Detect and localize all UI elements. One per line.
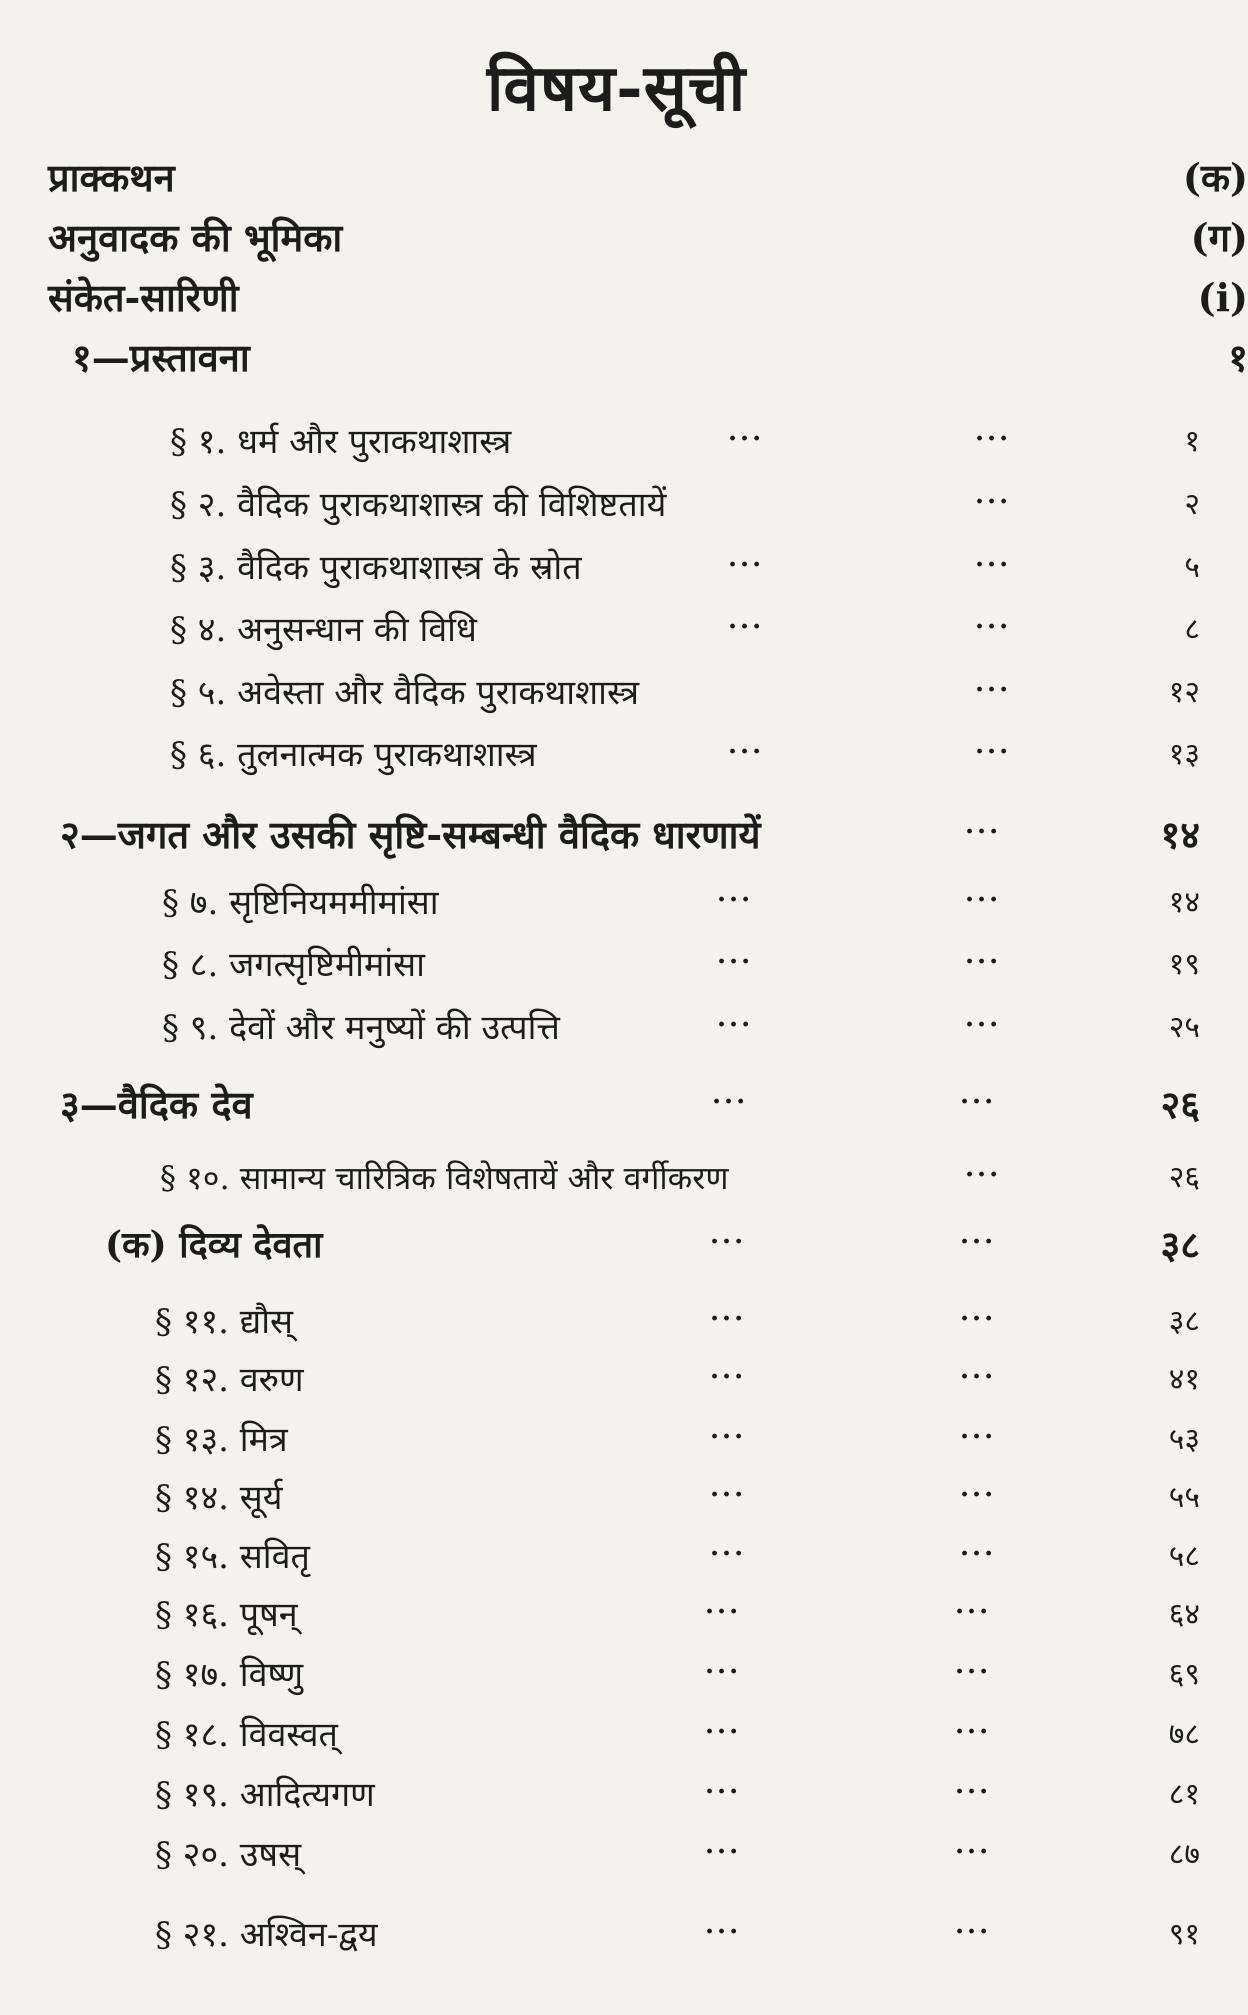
leader-dots: ... <box>705 1830 742 1860</box>
toc-chapter <box>72 328 1248 388</box>
leader-dots: ... <box>712 1080 749 1110</box>
toc-entry-page: (ग) <box>1190 215 1248 260</box>
toc-entry-page: ३८ <box>1160 1222 1200 1267</box>
leader-dots: ... <box>965 1003 1002 1033</box>
leader-dots: ... <box>710 1297 747 1327</box>
leader-dots: ... <box>975 543 1012 573</box>
toc-entry-label: § ९. देवों और मनुष्यों की उत्पत्ति <box>162 1008 560 1048</box>
toc-entry-page: २६ <box>1160 1082 1200 1127</box>
toc-entry-label: § १३. मित्र <box>155 1420 288 1460</box>
leader-dots: ... <box>975 417 1012 447</box>
toc-entry-label: § १७. विष्णु <box>155 1655 304 1695</box>
toc-entry <box>155 1350 1210 1410</box>
toc-entry <box>155 1645 1210 1705</box>
toc-entry-page: ५३ <box>1168 1422 1200 1457</box>
toc-entry <box>170 600 1210 660</box>
toc-entry-label: § ७. सृष्टिनियममीमांसा <box>162 883 439 923</box>
leader-dots: ... <box>965 940 1002 970</box>
leader-dots: ... <box>965 878 1002 908</box>
toc-entry-page: २ <box>1184 487 1200 522</box>
toc-entry-label: § ११. द्यौस् <box>155 1302 293 1342</box>
toc-entry-page: ५५ <box>1168 1480 1200 1515</box>
toc-entry-label: § १४. सूर्य <box>155 1478 283 1518</box>
toc-entry-label: २—जगत और उसकी सृष्टि-सम्बन्धी वैदिक धारणायें <box>60 812 761 857</box>
leader-dots: ... <box>965 1153 1002 1183</box>
toc-entry <box>162 873 1210 933</box>
leader-dots: ... <box>705 1710 742 1740</box>
leader-dots: ... <box>705 1650 742 1680</box>
toc-entry-label: § २०. उषस् <box>155 1835 302 1875</box>
toc-entry-page: २५ <box>1168 1010 1200 1045</box>
leader-dots: ... <box>728 605 765 635</box>
toc-entry-label: § १. धर्म और पुराकथाशास्त्र <box>170 422 512 462</box>
toc-entry-label: § २१. अश्विन-द्वय <box>155 1915 378 1955</box>
toc-chapter <box>60 1075 1210 1135</box>
leader-dots: ... <box>710 1532 747 1562</box>
toc-entry-page: ५८ <box>1168 1539 1200 1574</box>
leader-dots: ... <box>717 1003 754 1033</box>
toc-entry <box>162 998 1210 1058</box>
toc-entry-label: § ८. जगत्सृष्टिमीमांसा <box>162 945 425 985</box>
toc-entry <box>170 475 1210 535</box>
leader-dots: ... <box>960 1297 997 1327</box>
toc-entry <box>155 1527 1210 1587</box>
toc-entry <box>48 208 1248 268</box>
toc-entry-page: ५ <box>1184 550 1200 585</box>
toc-entry-page: १९ <box>1168 947 1200 982</box>
toc-entry <box>155 1765 1210 1825</box>
leader-dots: ... <box>960 1355 997 1385</box>
toc-entry-page: ८ <box>1184 612 1200 647</box>
toc-entry <box>170 538 1210 598</box>
leader-dots: ... <box>728 543 765 573</box>
toc-entry-page: १ <box>1184 424 1200 459</box>
leader-dots: ... <box>705 1590 742 1620</box>
toc-entry-page: १४ <box>1168 885 1200 920</box>
toc-entry <box>160 1148 1210 1208</box>
toc-entry-page: १२ <box>1168 675 1200 710</box>
toc-entry-page: ८७ <box>1168 1837 1200 1872</box>
leader-dots: ... <box>955 1590 992 1620</box>
toc-entry <box>155 1705 1210 1765</box>
toc-entry-label: १—प्रस्तावना <box>72 335 250 380</box>
toc-entry <box>155 1468 1210 1528</box>
toc-entry-page: २६ <box>1168 1160 1200 1195</box>
toc-entry-label: § ३. वैदिक पुराकथाशास्त्र के स्रोत <box>170 548 582 588</box>
toc-entry-label: § ५. अवेस्ता और वैदिक पुराकथाशास्त्र <box>170 673 639 713</box>
toc-entry-page: ३८ <box>1168 1304 1200 1339</box>
leader-dots: ... <box>960 1415 997 1445</box>
leader-dots: ... <box>710 1473 747 1503</box>
toc-entry-page: ४१ <box>1168 1362 1200 1397</box>
toc-entry <box>170 725 1210 785</box>
toc-entry-page: (क) <box>1182 155 1248 200</box>
leader-dots: ... <box>728 417 765 447</box>
leader-dots: ... <box>717 940 754 970</box>
toc-entry-label: ३—वैदिक देव <box>60 1082 253 1127</box>
toc-entry-page: १३ <box>1168 737 1200 772</box>
toc-entry-page: ९१ <box>1168 1917 1200 1952</box>
toc-entry-page: (i) <box>1197 275 1248 320</box>
toc-entry-page: ६४ <box>1168 1597 1200 1632</box>
leader-dots: ... <box>965 810 1002 840</box>
leader-dots: ... <box>955 1710 992 1740</box>
toc-entry-label: § १६. पूषन् <box>155 1595 298 1635</box>
toc-entry <box>155 1410 1210 1470</box>
leader-dots: ... <box>710 1220 747 1250</box>
toc-entry-label: § १०. सामान्य चारित्रिक विशेषतायें और वर्गीकरण <box>160 1159 729 1197</box>
leader-dots: ... <box>960 1220 997 1250</box>
leader-dots: ... <box>975 605 1012 635</box>
toc-entry-label: § १९. आदित्यगण <box>155 1775 375 1815</box>
leader-dots: ... <box>960 1473 997 1503</box>
toc-entry-label: संकेत-सारिणी <box>48 275 239 320</box>
toc-entry-label: § २. वैदिक पुराकथाशास्त्र की विशिष्टतायें <box>170 485 667 525</box>
leader-dots: ... <box>975 480 1012 510</box>
toc-entry-page: ७८ <box>1168 1717 1200 1752</box>
toc-entry-label: § ६. तुलनात्मक पुराकथाशास्त्र <box>170 735 537 775</box>
leader-dots: ... <box>960 1080 997 1110</box>
leader-dots: ... <box>955 1770 992 1800</box>
leader-dots: ... <box>710 1415 747 1445</box>
page-title: विषय-सूची <box>486 51 747 126</box>
leader-dots: ... <box>728 730 765 760</box>
toc-entry-label: § १५. सवितृ <box>155 1537 310 1577</box>
leader-dots: ... <box>955 1910 992 1940</box>
toc-entry-label: § ४. अनुसन्धान की विधि <box>170 610 477 650</box>
leader-dots: ... <box>975 668 1012 698</box>
toc-entry <box>170 412 1210 472</box>
leader-dots: ... <box>705 1910 742 1940</box>
toc-entry-page: १ <box>1228 335 1248 380</box>
toc-entry-page: ८१ <box>1168 1777 1200 1812</box>
toc-entry-label: § १२. वरुण <box>155 1360 304 1400</box>
toc-entry <box>155 1825 1210 1885</box>
toc-entry-page: ६९ <box>1168 1657 1200 1692</box>
toc-entry <box>155 1905 1210 1965</box>
toc-entry <box>155 1292 1210 1352</box>
leader-dots: ... <box>955 1830 992 1860</box>
leader-dots: ... <box>955 1650 992 1680</box>
toc-entry-label: (क) दिव्य देवता <box>105 1224 323 1266</box>
toc-entry <box>48 148 1248 208</box>
toc-entry-label: अनुवादक की भूमिका <box>48 215 343 260</box>
toc-subsection <box>105 1215 1210 1275</box>
toc-entry <box>155 1585 1210 1645</box>
toc-entry <box>162 935 1210 995</box>
toc-entry <box>170 663 1210 723</box>
toc-entry-label: § १८. विवस्वत् <box>155 1715 338 1755</box>
leader-dots: ... <box>960 1532 997 1562</box>
leader-dots: ... <box>710 1355 747 1385</box>
toc-entry-page: १४ <box>1160 812 1200 857</box>
toc-entry <box>48 268 1248 328</box>
toc-chapter <box>60 805 1210 865</box>
leader-dots: ... <box>717 878 754 908</box>
leader-dots: ... <box>975 730 1012 760</box>
leader-dots: ... <box>705 1770 742 1800</box>
toc-entry-label: प्राक्कथन <box>48 155 175 200</box>
